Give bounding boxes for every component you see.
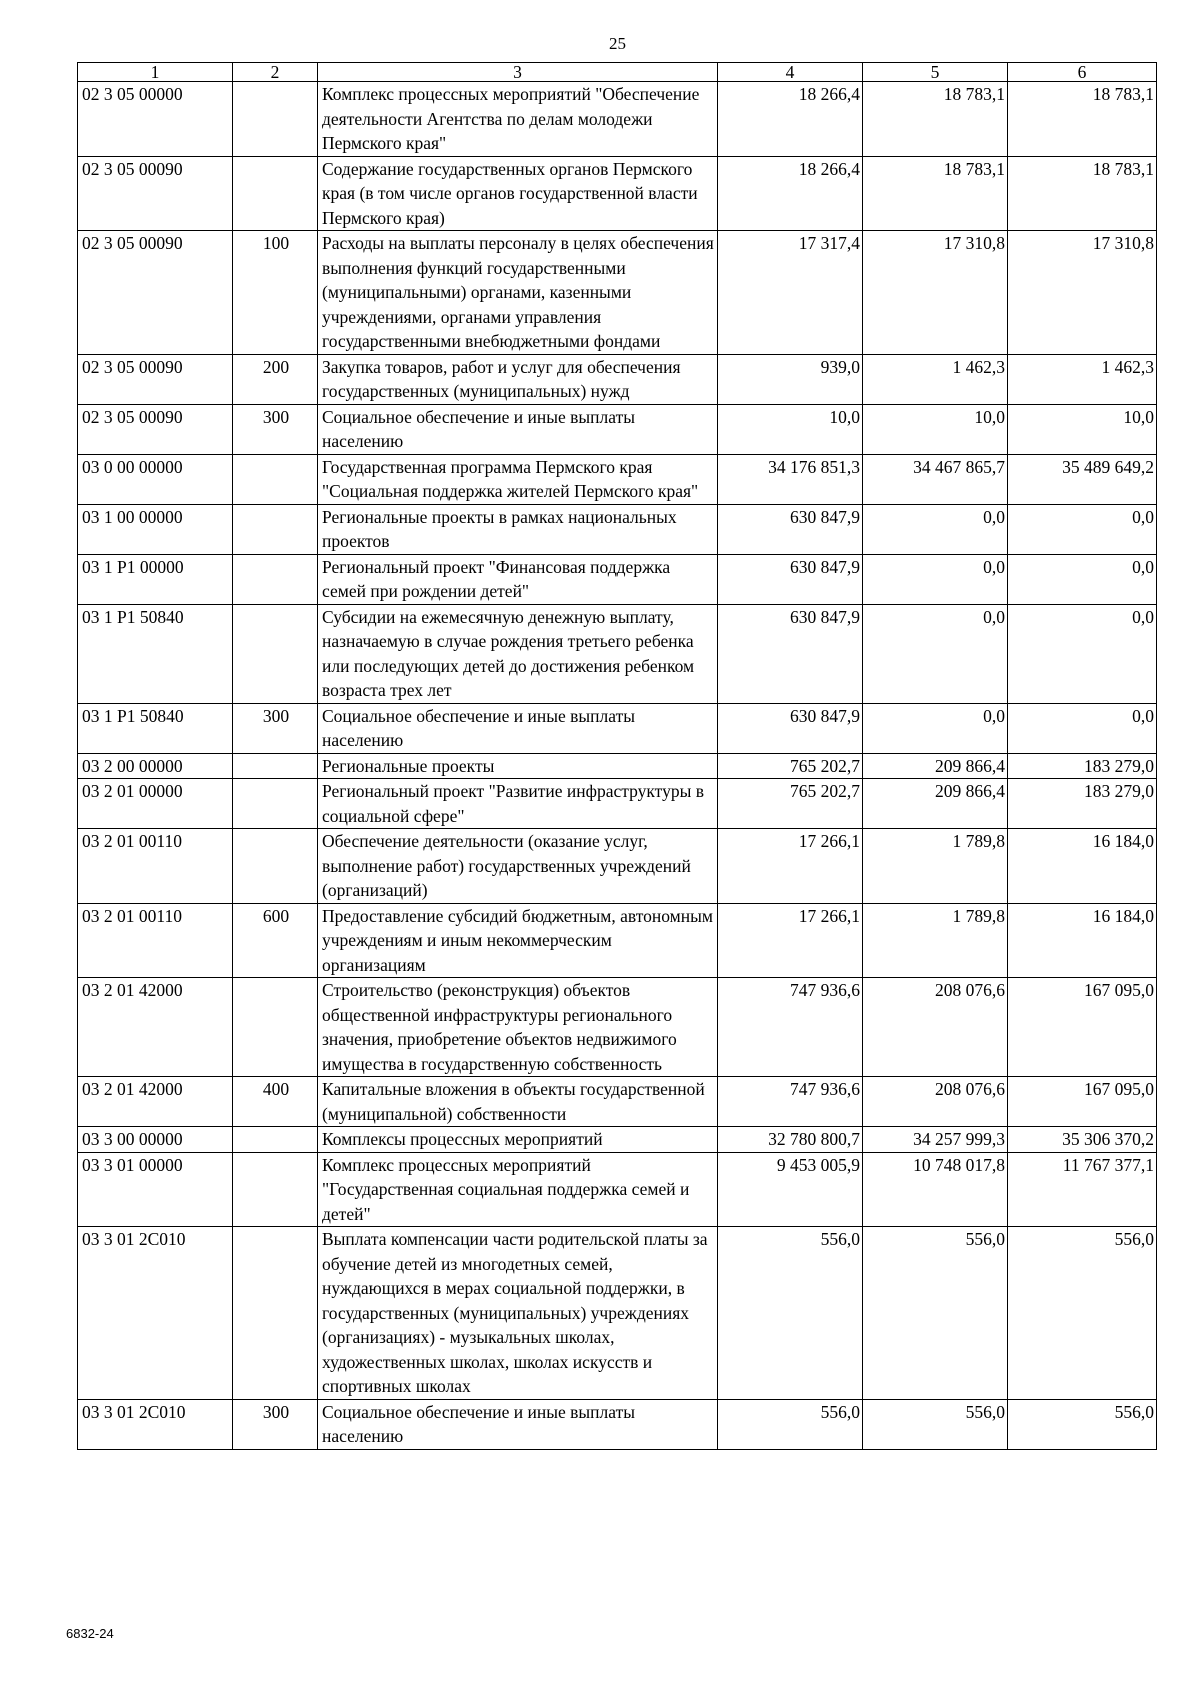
cell-code: 02 3 05 00090: [78, 354, 233, 404]
cell-amount-col6: 35 306 370,2: [1008, 1127, 1157, 1153]
cell-amount-col6: 18 783,1: [1008, 156, 1157, 231]
cell-amount-col4: 18 266,4: [718, 82, 863, 157]
cell-amount-col6: 35 489 649,2: [1008, 454, 1157, 504]
cell-amount-col4: 34 176 851,3: [718, 454, 863, 504]
cell-expense-type: [233, 1152, 318, 1227]
cell-code: 03 2 01 42000: [78, 978, 233, 1077]
cell-amount-col4: 32 780 800,7: [718, 1127, 863, 1153]
cell-amount-col5: 1 789,8: [863, 903, 1008, 978]
cell-name: Предоставление субсидий бюджетным, автономным учреждениям и иным некоммерческим организациям: [318, 903, 718, 978]
cell-amount-col5: 0,0: [863, 504, 1008, 554]
document-code: 6832-24: [66, 1626, 114, 1641]
cell-amount-col6: 167 095,0: [1008, 978, 1157, 1077]
column-header-6: 6: [1008, 63, 1157, 82]
table-row: [78, 156, 1157, 231]
table-row: [78, 231, 1157, 355]
cell-amount-col4: 17 317,4: [718, 231, 863, 355]
cell-name: Закупка товаров, работ и услуг для обеспечения государственных (муниципальных) нужд: [318, 354, 718, 404]
cell-amount-col6: 0,0: [1008, 554, 1157, 604]
cell-name: Расходы на выплаты персоналу в целях обеспечения выполнения функций государственными (муниципальными) органами, казенными учреждениями, органами управления государственными внебюджетными фондами: [318, 231, 718, 355]
cell-amount-col6: 17 310,8: [1008, 231, 1157, 355]
cell-code: 03 1 P1 00000: [78, 554, 233, 604]
cell-amount-col5: 0,0: [863, 703, 1008, 753]
table-row: [78, 554, 1157, 604]
cell-amount-col4: 9 453 005,9: [718, 1152, 863, 1227]
cell-expense-type: [233, 504, 318, 554]
cell-amount-col4: 765 202,7: [718, 779, 863, 829]
cell-code: 03 2 01 42000: [78, 1077, 233, 1127]
cell-expense-type: [233, 1227, 318, 1400]
cell-amount-col6: 18 783,1: [1008, 82, 1157, 157]
cell-code: 03 2 01 00000: [78, 779, 233, 829]
cell-code: 02 3 05 00090: [78, 404, 233, 454]
cell-name: Государственная программа Пермского края "Социальная поддержка жителей Пермского края": [318, 454, 718, 504]
cell-amount-col5: 0,0: [863, 604, 1008, 703]
cell-amount-col4: 765 202,7: [718, 753, 863, 779]
cell-name: Капитальные вложения в объекты государственной (муниципальной) собственности: [318, 1077, 718, 1127]
cell-expense-type: 200: [233, 354, 318, 404]
cell-amount-col5: 208 076,6: [863, 978, 1008, 1077]
cell-code: 03 3 01 00000: [78, 1152, 233, 1227]
table-row: [78, 504, 1157, 554]
cell-amount-col5: 17 310,8: [863, 231, 1008, 355]
cell-amount-col4: 556,0: [718, 1227, 863, 1400]
cell-amount-col5: 0,0: [863, 554, 1008, 604]
cell-name: Социальное обеспечение и иные выплаты населению: [318, 1399, 718, 1449]
cell-code: 02 3 05 00000: [78, 82, 233, 157]
cell-amount-col6: 556,0: [1008, 1227, 1157, 1400]
cell-amount-col4: 556,0: [718, 1399, 863, 1449]
cell-expense-type: [233, 829, 318, 904]
cell-code: 02 3 05 00090: [78, 156, 233, 231]
cell-amount-col6: 0,0: [1008, 604, 1157, 703]
cell-amount-col5: 208 076,6: [863, 1077, 1008, 1127]
cell-amount-col6: 11 767 377,1: [1008, 1152, 1157, 1227]
column-header-4: 4: [718, 63, 863, 82]
cell-amount-col6: 0,0: [1008, 703, 1157, 753]
cell-expense-type: 400: [233, 1077, 318, 1127]
table-row: [78, 829, 1157, 904]
cell-name: Региональные проекты в рамках национальных проектов: [318, 504, 718, 554]
cell-amount-col4: 630 847,9: [718, 504, 863, 554]
cell-name: Региональный проект "Развитие инфраструктуры в социальной сфере": [318, 779, 718, 829]
cell-amount-col6: 0,0: [1008, 504, 1157, 554]
cell-amount-col5: 556,0: [863, 1399, 1008, 1449]
cell-name: Комплексы процессных мероприятий: [318, 1127, 718, 1153]
cell-expense-type: 300: [233, 1399, 318, 1449]
cell-code: 03 2 00 00000: [78, 753, 233, 779]
cell-name: Обеспечение деятельности (оказание услуг, выполнение работ) государственных учреждений (организаций): [318, 829, 718, 904]
table-row: [78, 1227, 1157, 1400]
cell-code: 03 3 00 00000: [78, 1127, 233, 1153]
table-row: [78, 1077, 1157, 1127]
cell-expense-type: 300: [233, 404, 318, 454]
cell-amount-col4: 18 266,4: [718, 156, 863, 231]
cell-amount-col4: 17 266,1: [718, 829, 863, 904]
cell-amount-col4: 630 847,9: [718, 703, 863, 753]
cell-amount-col5: 209 866,4: [863, 753, 1008, 779]
cell-name: Комплекс процессных мероприятий "Государственная социальная поддержка семей и детей": [318, 1152, 718, 1227]
cell-expense-type: [233, 604, 318, 703]
table-row: [78, 978, 1157, 1077]
cell-amount-col6: 16 184,0: [1008, 829, 1157, 904]
cell-amount-col5: 18 783,1: [863, 156, 1008, 231]
table-row: [78, 779, 1157, 829]
cell-amount-col5: 10,0: [863, 404, 1008, 454]
cell-code: 03 0 00 00000: [78, 454, 233, 504]
cell-amount-col5: 34 467 865,7: [863, 454, 1008, 504]
cell-amount-col6: 183 279,0: [1008, 753, 1157, 779]
cell-amount-col4: 10,0: [718, 404, 863, 454]
cell-name: Содержание государственных органов Пермского края (в том числе органов государственной власти Пермского края): [318, 156, 718, 231]
cell-amount-col6: 1 462,3: [1008, 354, 1157, 404]
cell-expense-type: [233, 156, 318, 231]
cell-amount-col6: 556,0: [1008, 1399, 1157, 1449]
table-row: [78, 82, 1157, 157]
cell-expense-type: [233, 978, 318, 1077]
table-row: [78, 903, 1157, 978]
cell-code: 03 1 P1 50840: [78, 604, 233, 703]
page-number: 25: [609, 34, 626, 53]
cell-code: 03 1 00 00000: [78, 504, 233, 554]
cell-amount-col4: 630 847,9: [718, 604, 863, 703]
cell-amount-col5: 18 783,1: [863, 82, 1008, 157]
cell-expense-type: 600: [233, 903, 318, 978]
cell-expense-type: [233, 554, 318, 604]
table-row: [78, 354, 1157, 404]
cell-amount-col5: 10 748 017,8: [863, 1152, 1008, 1227]
column-header-2: 2: [233, 63, 318, 82]
cell-amount-col4: 747 936,6: [718, 978, 863, 1077]
cell-name: Комплекс процессных мероприятий "Обеспечение деятельности Агентства по делам молодежи Пермского края": [318, 82, 718, 157]
cell-name: Строительство (реконструкция) объектов общественной инфраструктуры регионального значения, приобретение объектов недвижимого имущества в государственную собственность: [318, 978, 718, 1077]
cell-expense-type: [233, 82, 318, 157]
cell-code: 03 2 01 00110: [78, 829, 233, 904]
cell-amount-col6: 10,0: [1008, 404, 1157, 454]
cell-name: Выплата компенсации части родительской платы за обучение детей из многодетных семей, нуждающихся в мерах социальной поддержки, в государственных (муниципальных) учреждениях (организациях) - музыкальных школах, художественных школах, школах искусств и спортивных школах: [318, 1227, 718, 1400]
cell-name: Социальное обеспечение и иные выплаты населению: [318, 703, 718, 753]
cell-expense-type: [233, 753, 318, 779]
cell-expense-type: [233, 1127, 318, 1153]
cell-amount-col5: 1 462,3: [863, 354, 1008, 404]
cell-amount-col6: 167 095,0: [1008, 1077, 1157, 1127]
cell-name: Социальное обеспечение и иные выплаты населению: [318, 404, 718, 454]
table-row: [78, 1399, 1157, 1449]
cell-amount-col4: 939,0: [718, 354, 863, 404]
cell-amount-col5: 209 866,4: [863, 779, 1008, 829]
cell-name: Региональный проект "Финансовая поддержка семей при рождении детей": [318, 554, 718, 604]
table-header-row: [78, 63, 1157, 82]
cell-code: 02 3 05 00090: [78, 231, 233, 355]
cell-amount-col5: 34 257 999,3: [863, 1127, 1008, 1153]
cell-amount-col6: 16 184,0: [1008, 903, 1157, 978]
cell-expense-type: [233, 454, 318, 504]
cell-expense-type: 300: [233, 703, 318, 753]
table-row: [78, 753, 1157, 779]
cell-amount-col4: 17 266,1: [718, 903, 863, 978]
cell-code: 03 1 P1 50840: [78, 703, 233, 753]
cell-name: Региональные проекты: [318, 753, 718, 779]
cell-amount-col5: 556,0: [863, 1227, 1008, 1400]
column-header-5: 5: [863, 63, 1008, 82]
cell-code: 03 2 01 00110: [78, 903, 233, 978]
cell-code: 03 3 01 2C010: [78, 1399, 233, 1449]
table-row: [78, 604, 1157, 703]
table-row: [78, 1152, 1157, 1227]
cell-code: 03 3 01 2C010: [78, 1227, 233, 1400]
column-header-3: 3: [318, 63, 718, 82]
cell-expense-type: [233, 779, 318, 829]
cell-expense-type: 100: [233, 231, 318, 355]
cell-amount-col5: 1 789,8: [863, 829, 1008, 904]
table-row: [78, 703, 1157, 753]
table-row: [78, 404, 1157, 454]
budget-table: [77, 62, 1157, 1450]
table-row: [78, 454, 1157, 504]
table-row: [78, 1127, 1157, 1153]
cell-amount-col4: 747 936,6: [718, 1077, 863, 1127]
cell-amount-col6: 183 279,0: [1008, 779, 1157, 829]
cell-name: Субсидии на ежемесячную денежную выплату, назначаемую в случае рождения третьего ребенка или последующих детей до достижения ребенком возраста трех лет: [318, 604, 718, 703]
cell-amount-col4: 630 847,9: [718, 554, 863, 604]
column-header-1: 1: [78, 63, 233, 82]
